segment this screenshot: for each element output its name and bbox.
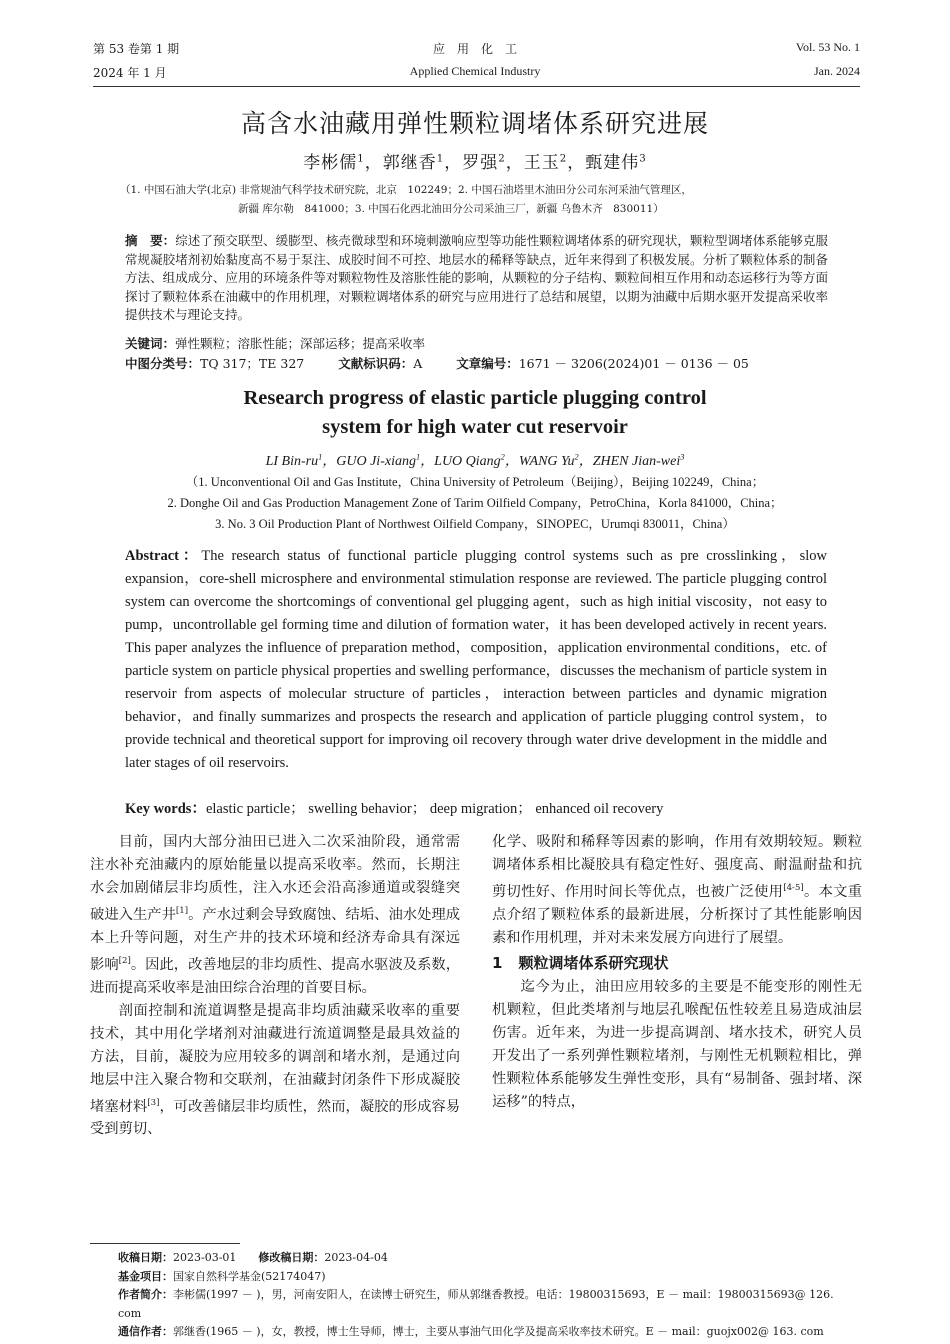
article-no-label: 文章编号： [456, 356, 519, 371]
abstract-en-text: The research status of functional particle plugging control systems such as pre crosslinking，slow expansion，core-shell microsphere and environmental stimulation response are reviewed. The particle plugging control system can overcome the shortcomings of conventional gel plugging agent，such as high initial viscosity，not easy to pump，uncontrollable gel forming time and dilution of formation water，it has been developed actively in recent years. This paper analyzes the influence of preparation method，composition，application environmental conditions，etc. of particle system on particle physical properties and swelling performance，discusses the mechanism of particle system in reservoir from aspects of molecular structure of particles，interaction between particles and dynamic migration behavior，and finally summarizes and prospects the research and application of particle plugging control system，to provide technical and theoretical support for improving oil recovery through water drive development in the middle and later stages of oil reservoirs. [125, 548, 827, 771]
journal-volume: 第 53 卷第 1 期 [93, 42, 180, 56]
title-en [0, 384, 950, 442]
author-en: ZHEN Jian-wei$^3$ [592, 452, 685, 469]
journal-date: 2024 年 1 月 [93, 66, 167, 80]
section-heading: 1 颗粒调堵体系研究现状 [492, 953, 669, 972]
keywords-en-label: Key words： [125, 801, 206, 817]
affiliation-en-line: 2. Donghe Oil and Gas Production Management Zone of Tarim Oilfield Company，PetroChina，Korla 841000，China； [167, 496, 783, 510]
journal-name-en: Applied Chemical Industry [409, 64, 541, 78]
abstract-en-label: Abstract： [125, 548, 202, 564]
author-cn: 甄建伟$^3$ [585, 153, 647, 173]
author-en: WANG Yu$^2$， [518, 452, 593, 469]
header-rule [93, 86, 860, 87]
body-column-right [492, 831, 862, 1114]
clc-label: 中图分类号： [125, 356, 201, 371]
journal-date-en: Jan. 2024 [814, 64, 860, 78]
title-en-line: system for high water cut reservoir [322, 416, 628, 438]
paragraph: 剖面控制和流道调整是提高非均质油藏采收率的重要技术，其中用化学堵剂对油藏进行流道调整是最具效益的方法，目前，凝胶为应用较多的调剖和堵水剂，是通过向地层中注入聚合物和交联剂，在油藏封闭条件下形成凝胶堵塞材料[3]，可改善储层非均质性，然而，凝胶的形成容易受到剪切、 [90, 1002, 461, 1138]
authors-en [0, 450, 950, 470]
paragraph: 化学、吸附和稀释等因素的影响，作用有效期较短。颗粒调堵体系相比凝胶具有稳定性好、强度高、耐温耐盐和抗剪切性好、作用时间长等优点，也被广泛使用[4-5]。本文重点介绍了颗粒体系的最新进展，分析探讨了其性能影响因素和作用机理，并对未来发展方向进行了展望。 [492, 834, 863, 946]
affiliations-cn [120, 181, 830, 219]
article-no-value: 1671 － 3206(2024)01 － 0136 － 05 [518, 356, 749, 371]
abstract-en [125, 545, 827, 775]
author-en: LUO Qiang$^2$， [434, 452, 519, 469]
keywords-en [125, 797, 827, 818]
footnote-author-bio: 作者简介：李彬儒(1997 － )，男，河南安阳人，在读博士研究生，师从郭继香教授。电话：19800315693，E － mail：19800315693@ 126. com [118, 1288, 834, 1320]
citation[interactable]: [2] [118, 955, 131, 966]
footnote-fund: 基金项目：国家自然科学基金(52174047) [118, 1269, 326, 1283]
classification [125, 355, 828, 374]
abstract-cn-label: 摘 要： [125, 233, 176, 248]
keywords-cn-text: 弹性颗粒；溶胀性能；深部运移；提高采收率 [175, 336, 426, 351]
keywords-cn-label: 关键词： [125, 336, 176, 351]
affiliation-cn-line: （1. 中国石油大学(北京) 非常规油气科学技术研究院，北京 102249；2. 中国石油塔里木油田分公司东河采油气管理区， [120, 184, 692, 196]
clc-value: TQ 317；TE 327 [200, 356, 305, 371]
keywords-cn [125, 335, 828, 354]
paragraph: 迄今为止，油田应用较多的主要是不能变形的刚性无机颗粒，但此类堵剂与地层孔喉配伍性较差且易造成油层伤害。近年来，为进一步提高调剖、堵水技术，研究人员开发出了一系列弹性颗粒堵剂，与刚性无机颗粒相比，弹性颗粒体系能够发生弹性变形，具有“易制备、强封堵、深运移”的特点， [492, 978, 862, 1110]
journal-volume-en: Vol. 53 No. 1 [795, 40, 860, 54]
citation[interactable]: [3] [147, 1097, 160, 1108]
author-en: GUO Ji-xiang$^1$， [336, 452, 435, 469]
doc-code-label: 文献标识码： [338, 356, 414, 371]
citation[interactable]: [4-5] [783, 883, 804, 893]
abstract-cn-text: 综述了预交联型、缓膨型、核壳微球型和环境刺激响应型等功能性颗粒调堵体系的研究现状，颗粒型调堵体系能够克服常规凝胶堵剂初始黏度高不易于泵注、成胶时间不可控、地层水的稀释等缺点，近年来得到了积极发展。分析了颗粒体系的制备方法、组成成分、应用的环境条件等对颗粒物性及溶胀性能的影响，从颗粒的分子结构、颗粒间相互作用和动态运移行为等方面探讨了颗粒体系在油藏中的作用机理，对颗粒调堵体系的研究与应用进行了总结和展望，以期为油藏中后期水驱开发提高采收率提供技术与理论支持。 [125, 233, 828, 323]
body-column-left [90, 831, 460, 1141]
footnote-rule [90, 1243, 240, 1244]
affiliation-en-line: （1. Unconventional Oil and Gas Institute，China University of Petroleum（Beijing），Beijing 102249，China； [185, 475, 765, 489]
journal-name-cn: 应 用 化 工 [432, 42, 517, 56]
footnote-dates: 收稿日期：2023-03-01 修改稿日期：2023-04-04 [118, 1251, 388, 1264]
affiliation-en-line: 3. No. 3 Oil Production Plant of Northwest Oilfield Company，SINOPEC，Urumqi 830011，China） [215, 517, 735, 531]
title-en-line: Research progress of elastic particle plugging control [243, 387, 707, 409]
keywords-en-text: elastic particle； swelling behavior； deep migration； enhanced oil recovery [205, 801, 664, 817]
abstract-cn [125, 232, 828, 325]
citation[interactable]: [1] [175, 906, 189, 916]
affiliations-en [0, 472, 950, 535]
footnote [118, 1249, 858, 1342]
author-cn: 李彬儒$^1$， [303, 153, 383, 173]
paragraph: 目前，国内大部分油田已进入二次采油阶段，通常需注水补充油藏内的原始能量以提高采收率。然而，长期注水会加剧储层非均质性，注入水还会沿高渗通道或裂缝突破进入生产井[1]。产水过剩会导致腐蚀、结垢、油水处理成本上升等问题，对生产井的技术环境和经济寿命具有深远影响[2]。因此，改善地层的非均质性、提高水驱波及系数，进而提高采收率是油田综合治理的首要目标。 [90, 834, 461, 996]
authors-cn [0, 148, 950, 173]
author-cn: 罗强$^2$， [462, 153, 524, 173]
author-cn: 郭继香$^1$， [382, 153, 463, 173]
doc-code-value: A [413, 356, 423, 371]
footnote-corresponding: 通信作者：郭继香(1965 － )，女，教授，博士生导师，博士，主要从事油气田化学及提高采收率技术研究。E － mail：guojx002@ 163. com [118, 1325, 824, 1338]
title-cn: 高含水油藏用弹性颗粒调堵体系研究进展 [240, 109, 709, 138]
author-cn: 王玉$^2$， [523, 153, 586, 173]
author-en: LI Bin-$ru^1$， [265, 452, 337, 469]
affiliation-cn-line: 新疆 库尔勒 841000；3. 中国石化西北油田分公司采油三厂，新疆 乌鲁木齐 830011） [238, 203, 664, 215]
